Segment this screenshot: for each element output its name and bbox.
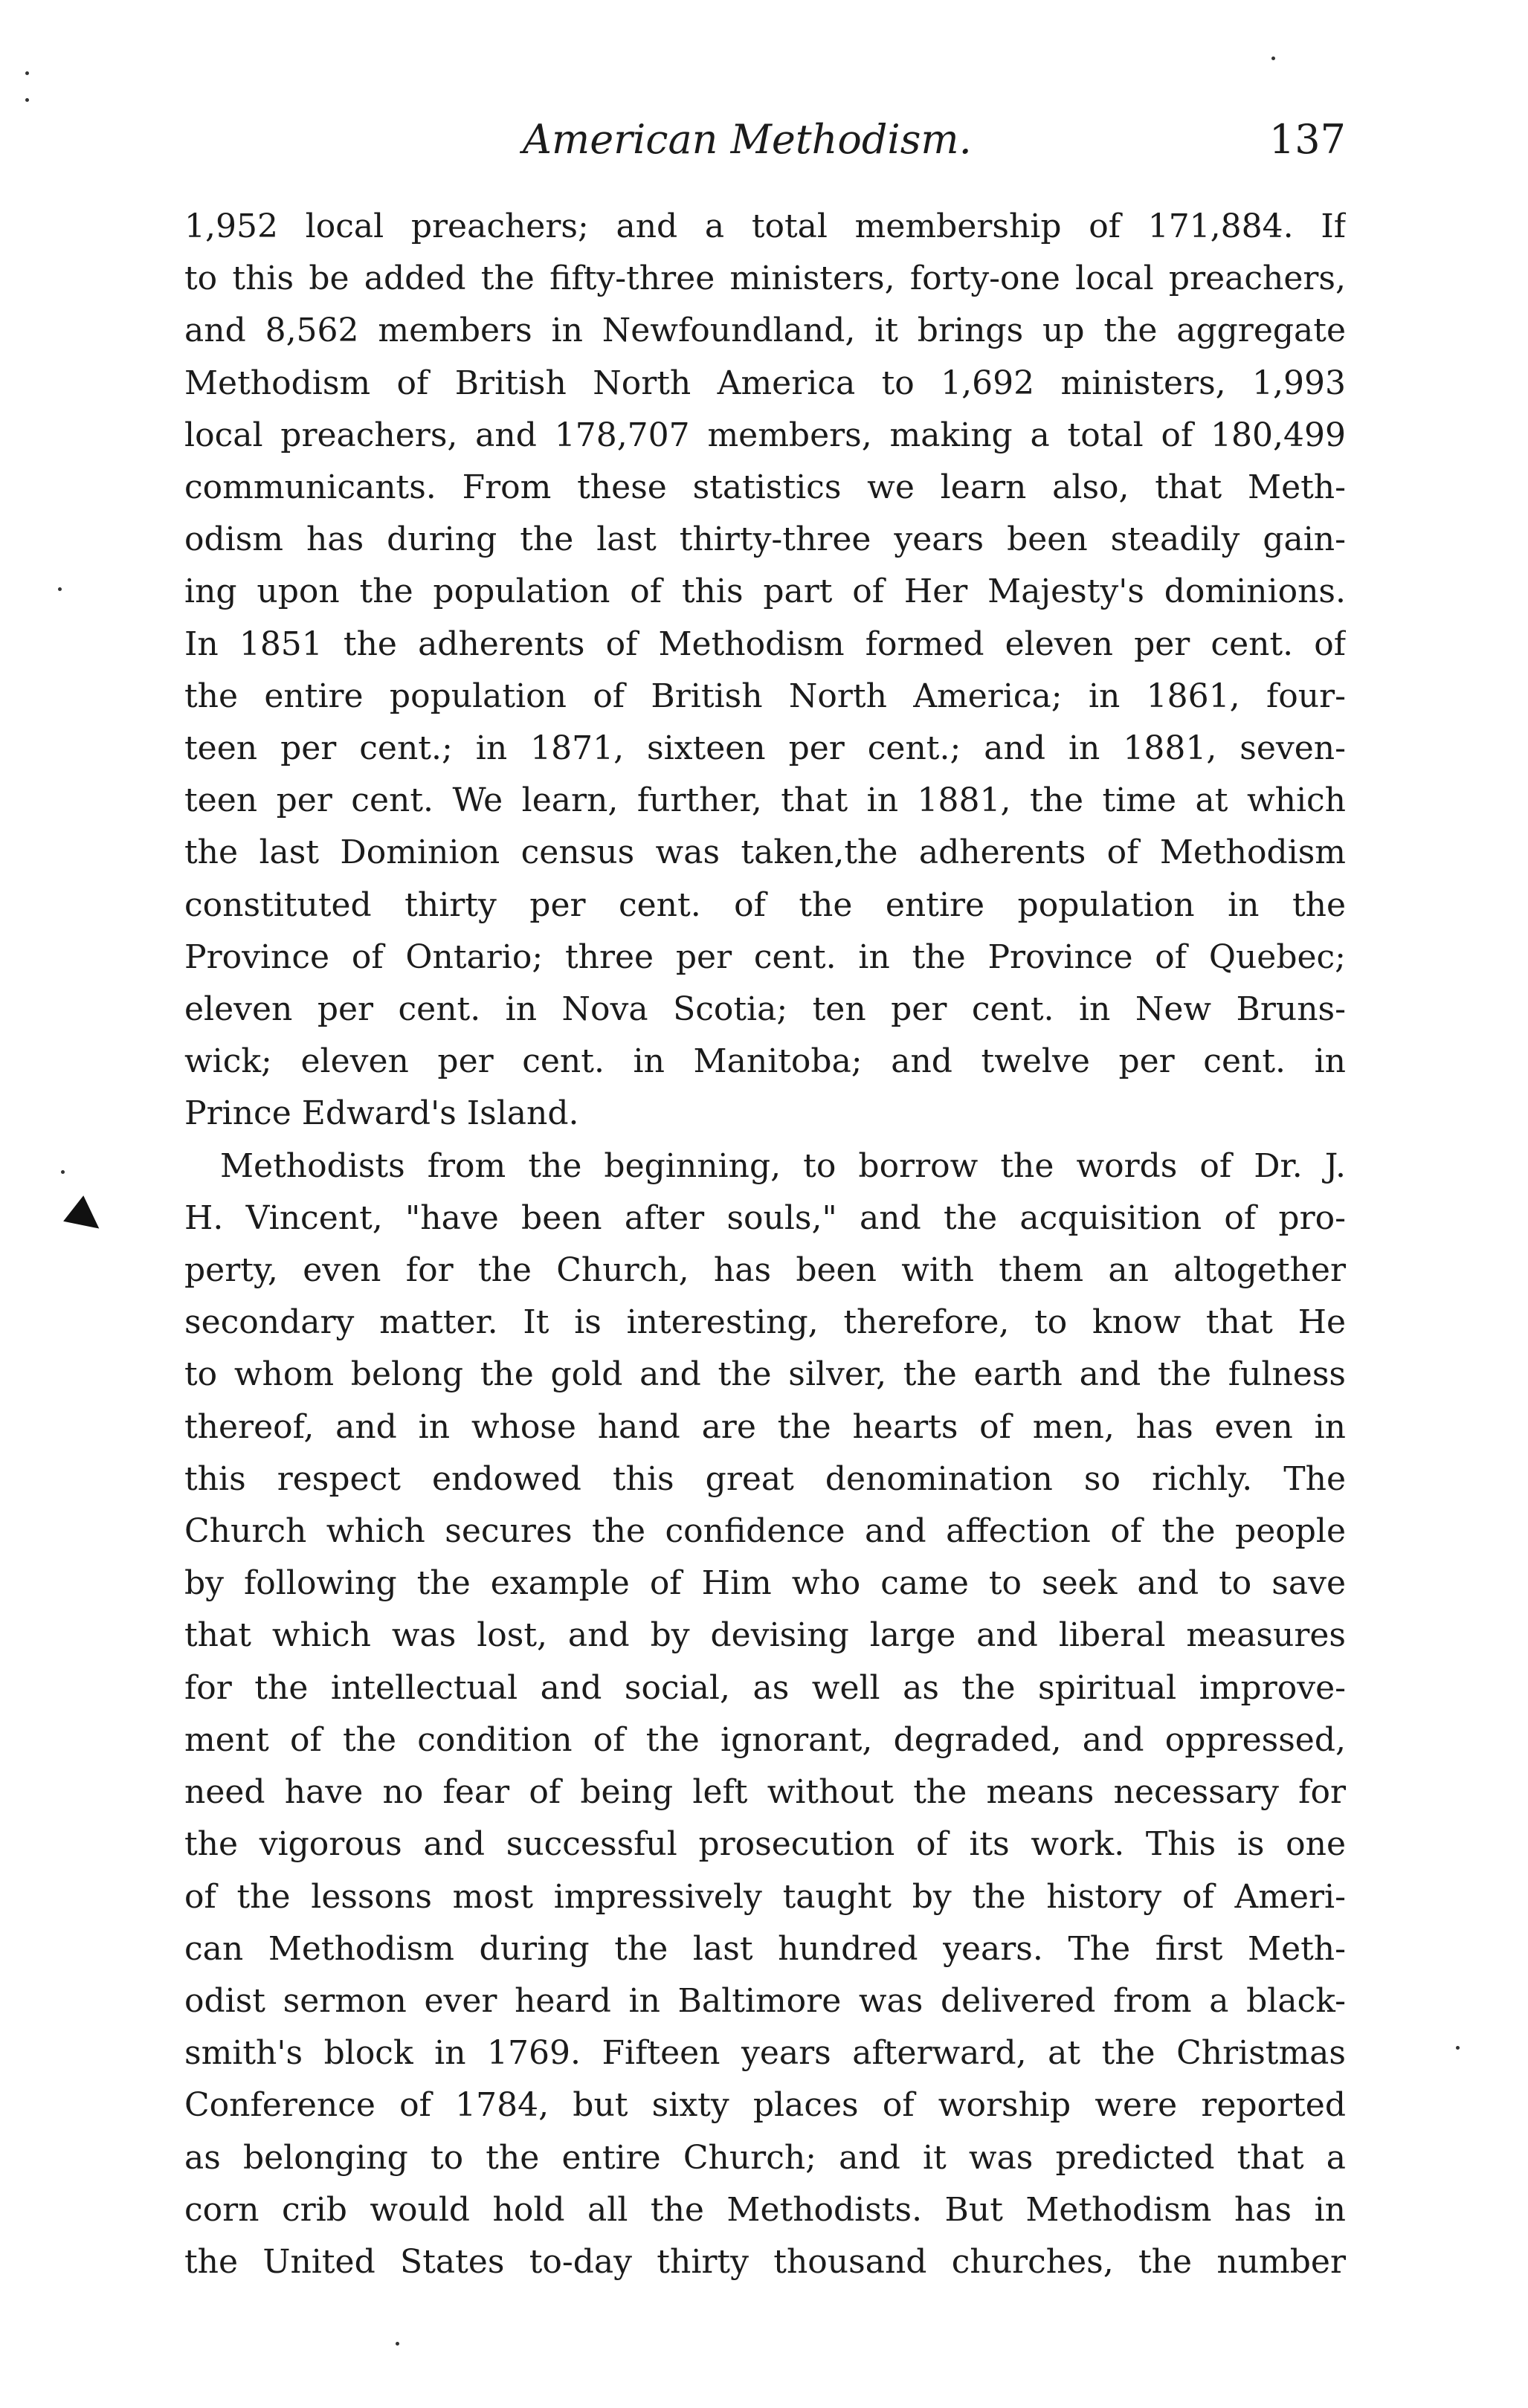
text-line: ment of the condition of the ignorant, degraded, and oppressed, (184, 1720, 1346, 1759)
text-line: ing upon the population of this part of Her Majesty's dominions. (184, 572, 1346, 611)
text-line: constituted thirty per cent. of the entire population in the (184, 885, 1346, 924)
text-line: communicants. From these statistics we learn also, that Meth- (184, 468, 1346, 507)
text-line: by following the example of Him who came to seek and to save (184, 1564, 1346, 1603)
text-line: perty, even for the Church, has been with them an altogether (184, 1251, 1346, 1290)
scan-speck (1271, 57, 1275, 60)
text-line: need have no fear of being left without the means necessary for (184, 1773, 1346, 1812)
scan-speck (396, 2342, 399, 2346)
scan-speck (25, 98, 29, 102)
text-line: teen per cent. We learn, further, that in 1881, the time at which (184, 781, 1346, 820)
text-line: odist sermon ever heard in Baltimore was delivered from a black- (184, 1981, 1346, 2020)
text-line: thereof, and in whose hand are the hearts of men, has even in (184, 1407, 1346, 1446)
text-line: Church which secures the confidence and affection of the people (184, 1512, 1346, 1551)
text-line: to this be added the fifty-three ministers, forty-one local preachers, (184, 259, 1346, 298)
text-line: In 1851 the adherents of Methodism formed eleven per cent. of (184, 624, 1346, 663)
page-header (184, 110, 1346, 170)
text-line: of the lessons most impressively taught by the history of Ameri- (184, 1877, 1346, 1916)
scan-speck (58, 587, 62, 591)
text-line: secondary matter. It is interesting, therefore, to know that He (184, 1303, 1346, 1342)
text-line: teen per cent.; in 1871, sixteen per cent.; and in 1881, seven- (184, 729, 1346, 768)
text-line: can Methodism during the last hundred years. The first Meth- (184, 1929, 1346, 1968)
text-line: to whom belong the gold and the silver, the earth and the fulness (184, 1355, 1346, 1394)
scan-speck (25, 71, 29, 75)
text-line: the vigorous and successful prosecution of its work. This is one (184, 1825, 1346, 1864)
text-line: Methodism of British North America to 1,692 ministers, 1,993 (184, 364, 1346, 402)
scan-speck (61, 1170, 65, 1174)
text-line: as belonging to the entire Church; and it was predicted that a (184, 2138, 1346, 2177)
text-line: eleven per cent. in Nova Scotia; ten per cent. in New Bruns- (184, 990, 1346, 1029)
page-number: 137 (1269, 116, 1346, 163)
scan-speck (1456, 2046, 1460, 2050)
text-line: wick; eleven per cent. in Manitoba; and twelve per cent. in (184, 1042, 1346, 1081)
text-line: local preachers, and 178,707 members, making a total of 180,499 (184, 416, 1346, 454)
text-line: Conference of 1784, but sixty places of worship were reported (184, 2086, 1346, 2125)
text-line: odism has during the last thirty-three years been steadily gain- (184, 520, 1346, 559)
text-line: Methodists from the beginning, to borrow the words of Dr. J. (220, 1146, 1346, 1185)
text-line: this respect endowed this great denomination so richly. The (184, 1459, 1346, 1498)
text-line: the United States to-day thirty thousand churches, the number (184, 2242, 1346, 2281)
text-line: for the intellectual and social, as well as the spiritual improve- (184, 1668, 1346, 1707)
paragraph (184, 201, 1346, 1140)
body-text (184, 201, 1346, 2288)
text-line: corn crib would hold all the Methodists. But Methodism has in (184, 2190, 1346, 2229)
running-title: American Methodism. (523, 116, 972, 163)
text-line: the last Dominion census was taken,the adherents of Methodism (184, 833, 1346, 872)
text-line: and 8,562 members in Newfoundland, it brings up the aggregate (184, 312, 1346, 350)
margin-arrow-icon (63, 1195, 109, 1242)
text-line: 1,952 local preachers; and a total membership of 171,884. If (184, 207, 1346, 245)
text-line: that which was lost, and by devising large and liberal measures (184, 1616, 1346, 1655)
text-line: the entire population of British North America; in 1861, four- (184, 677, 1346, 715)
text-line: H. Vincent, "have been after souls," and the acquisition of pro- (184, 1198, 1346, 1237)
text-line: Prince Edward's Island. (184, 1094, 579, 1133)
paragraph (184, 1140, 1346, 2288)
text-line: Province of Ontario; three per cent. in the Province of Quebec; (184, 937, 1346, 976)
text-line: smith's block in 1769. Fifteen years afterward, at the Christmas (184, 2034, 1346, 2073)
